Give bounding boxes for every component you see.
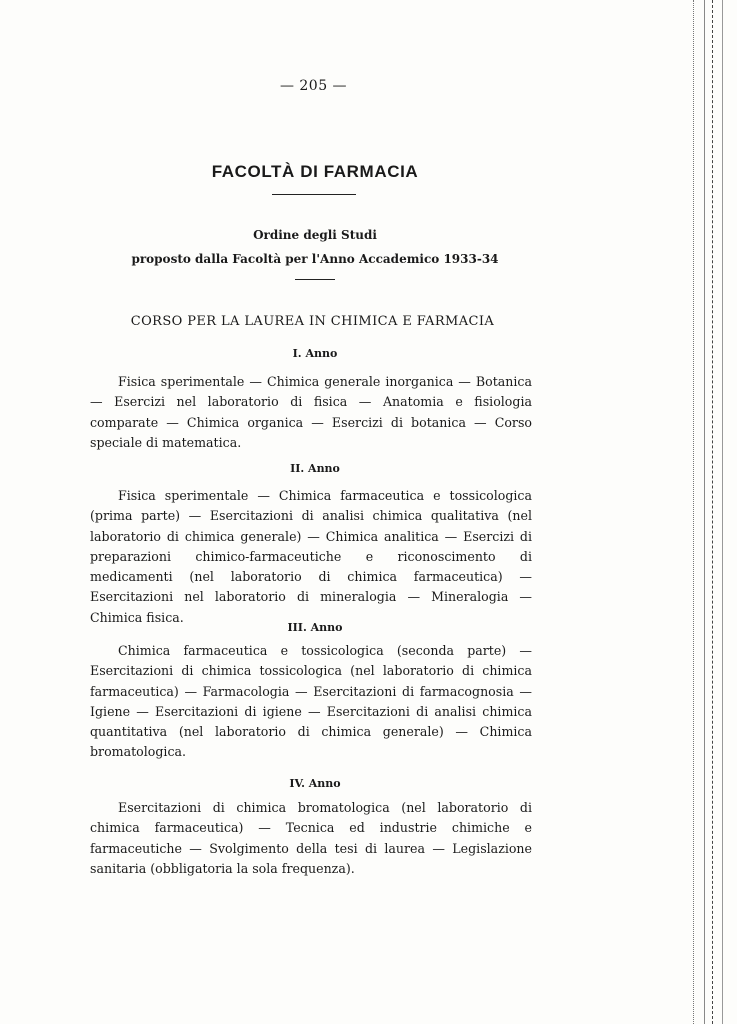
year-heading-2: II. Anno: [290, 462, 340, 475]
year-heading-3: III. Anno: [287, 621, 343, 634]
order-subtitle: proposto dalla Facoltà per l'Anno Accademico 1933-34: [131, 252, 499, 266]
faculty-title: FACOLTÀ DI FARMACIA: [211, 162, 419, 181]
title-divider: [272, 194, 356, 195]
year-4-courses: Esercitazioni di chimica bromatologica (nel laboratorio di chimica farmaceutica) — Tecnica ed industrie chimiche e farmaceutiche — Svolgimento della tesi di laurea — Legislazione sanitaria (obbligatoria la sola frequenza).: [90, 800, 532, 876]
order-title: Ordine degli Studi: [253, 228, 377, 242]
scan-edge-line: [722, 0, 723, 1024]
order-divider: [295, 279, 335, 280]
year-heading-1: I. Anno: [292, 347, 338, 360]
scan-edge-line: [693, 0, 694, 1024]
scan-edge-line: [712, 0, 713, 1024]
year-1-courses: Fisica sperimentale — Chimica generale inorganica — Botanica — Esercizi nel laboratorio di fisica — Anatomia e fisiologia comparate — Chimica organica — Esercizi di botanica — Corso speciale di matematica.: [90, 374, 532, 450]
year-2-courses: Fisica sperimentale — Chimica farmaceutica e tossicologica (prima parte) — Esercitazioni di analisi chimica qualitativa (nel laboratorio di chimica generale) — Chimica analitica — Esercizi di preparazioni chimico-farmaceutiche e riconoscimento di medicamenti (nel laboratorio di chimica farmaceutica) — Esercitazioni nel laboratorio di mineralogia — Mineralogia — Chimica fisica.: [90, 488, 532, 625]
year-heading-4: IV. Anno: [289, 777, 341, 790]
page-number: — 205 —: [279, 78, 348, 94]
scan-edge-line: [704, 0, 705, 1024]
year-3-courses: Chimica farmaceutica e tossicologica (seconda parte) — Esercitazioni di chimica tossicologica (nel laboratorio di chimica farmaceutica) — Farmacologia — Esercitazioni di farmacognosia — Igiene — Esercitazioni di igiene — Esercitazioni di analisi chimica quantitativa (nel laboratorio di chimica generale) — Chimica bromatologica.: [90, 643, 532, 760]
course-title: CORSO PER LA LAUREA IN CHIMICA E FARMACIA: [130, 314, 495, 329]
